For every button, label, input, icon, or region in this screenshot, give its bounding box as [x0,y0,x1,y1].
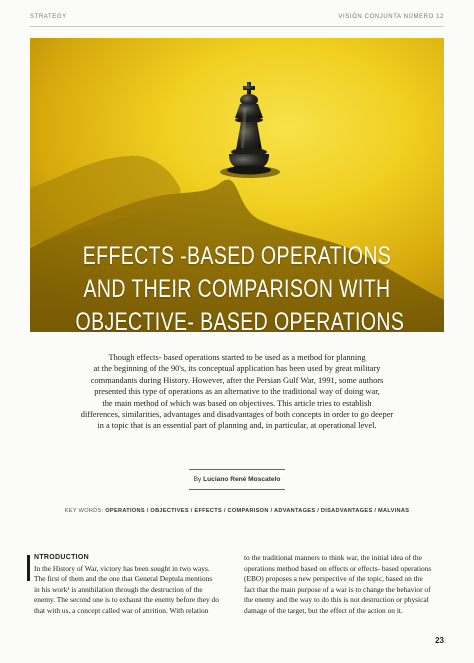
body-line: in his work¹ is annihilation through the destruction of the [34,584,203,594]
body-line: the enemy and the way to do this is not destruction or physical [244,595,429,605]
byline-prefix: By [193,476,202,483]
body-line: that with us, a concept called war of attrition. With relation [34,605,209,615]
abstract-line: differences, similarities, advantages and disadvantages of both concepts in order to go deeper [80,410,394,420]
body-line: operations method based on effects or effects- based operations [244,563,432,573]
page-number: 23 [435,636,444,645]
abstract-line: Though effects- based operations started to be used as a method for planning [108,353,366,362]
article-title [75,240,405,332]
body-line: The first of them and the one that General Deptula mentions [34,574,213,584]
section-heading: NTRODUCTION [34,554,90,561]
author-name: Luciano René Moscatelo [203,476,281,483]
byline-bottom-rule [189,489,285,490]
title-line: EFFECTS -BASED OPERATIONS [82,242,392,270]
body-line: to the traditional manners to think war, the initial idea of the [244,553,422,562]
keywords-list: OPERATIONS / OBJECTIVES / EFFECTS / COMPARISON / ADVANTAGES / DISADVANTAGES / MALVINAS [105,508,410,514]
body-line: In the History of War, victory has been sought in two ways. [34,563,210,573]
title-line: AND THEIR COMPARISON WITH [83,275,391,303]
body-line: fact that the main purpose of a war is to change the behavior of [244,584,431,594]
header-divider [30,26,444,27]
abstract-line: at the beginning of the 90's, its conceptual application has been used by great military [93,364,381,374]
byline [150,476,324,483]
body-column-right [244,553,440,617]
byline-top-rule [189,469,285,470]
hero-banner [30,38,444,332]
keywords [40,508,434,514]
issue-number: NÚMERO 12 [403,14,444,20]
abstract [58,352,416,432]
title-line: OBJECTIVE- BASED OPERATIONS [75,308,405,332]
body-line: damage of the target, but the effect of the action on it. [244,605,403,615]
publication-label [338,14,444,20]
abstract-line: presented this type of operations as an alternative to the traditional way of doing war, [94,387,380,397]
drop-cap-i [27,555,30,581]
body-line: (EBO) proposes a new perspective of the topic, based on the [244,574,423,584]
publication-name: VISIÓN CONJUNTA [338,14,402,20]
abstract-line: in a topic that is an essential part of planning and, in particular, at operational level. [97,421,377,431]
section-label: STRATEGY [30,14,67,20]
body-column-left [34,553,230,617]
abstract-line: commandants during History. However, after the Persian Gulf War, 1991, some authors [90,375,384,385]
abstract-line: the main method of which was based on objectives. This article tries to establish [102,398,372,408]
body-line: enemy. The second one is to exhaust the enemy before they do [34,595,219,605]
keywords-label: KEY WORDS: [64,508,104,514]
